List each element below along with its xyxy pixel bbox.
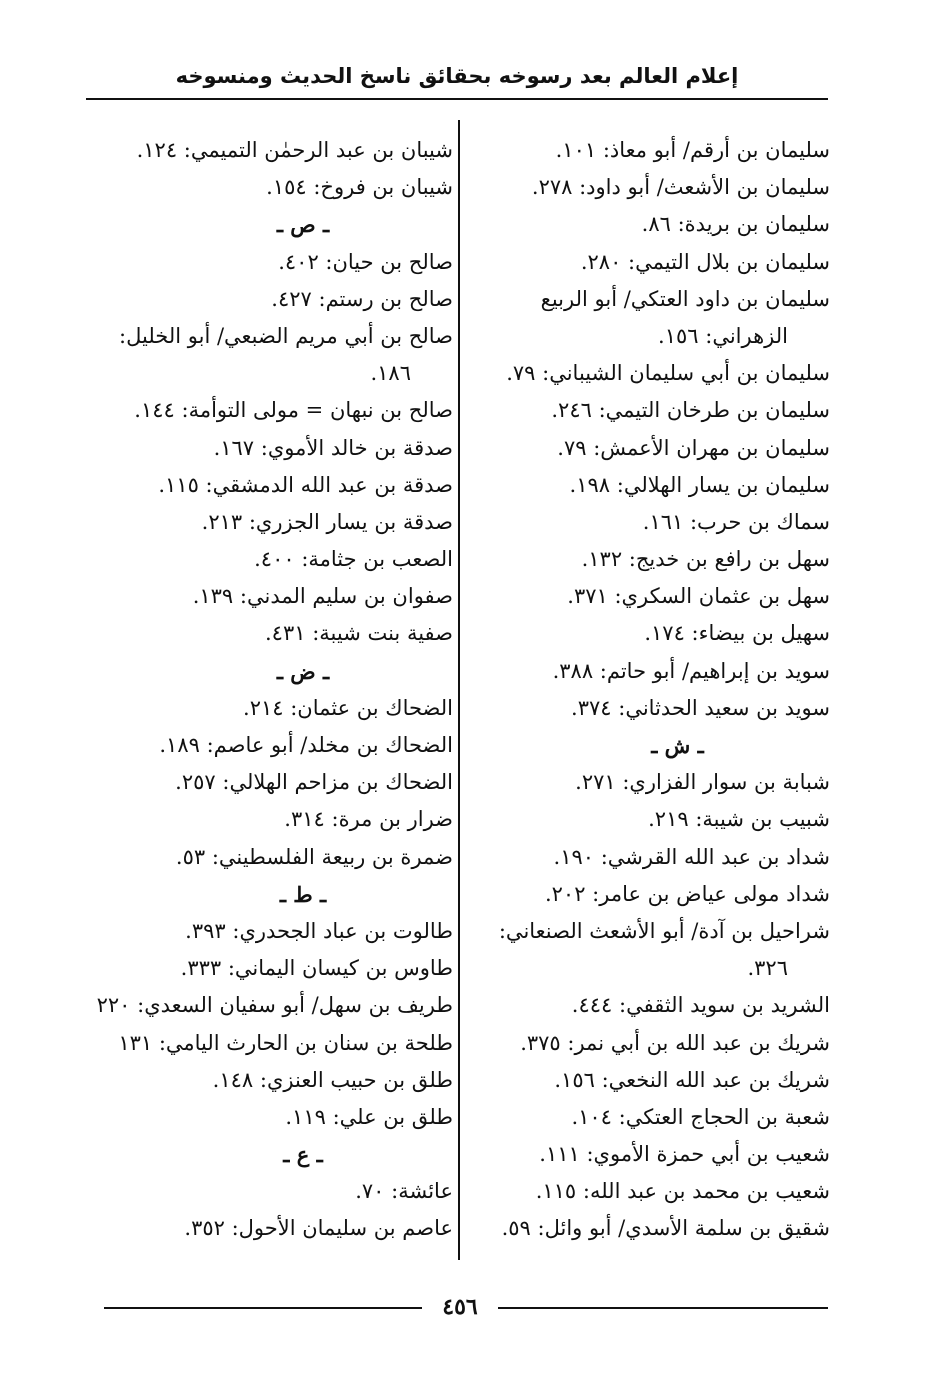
footer-rule-right <box>498 1307 828 1309</box>
index-entry: سهيل بن بيضاء: ١٧٤. <box>644 621 830 646</box>
index-entry: صدقة بن عبد الله الدمشقي: ١١٥. <box>158 472 453 497</box>
index-entry: صالح بن نبهان = مولى التوأمة: ١٤٤. <box>134 398 453 423</box>
index-entry: صدقة بن خالد الأموي: ١٦٧. <box>213 435 453 460</box>
index-entry: شداد بن عبد الله القرشي: ١٩٠. <box>553 844 830 869</box>
index-column-left <box>93 132 453 1248</box>
index-entry: سويد بن سعيد الحدثاني: ٣٧٤. <box>571 695 830 720</box>
index-entry: ضرار بن مرة: ٣١٤. <box>284 807 453 832</box>
index-entry: شعيب بن أبي حمزة الأموي: ١١١. <box>539 1142 830 1167</box>
index-column-right <box>465 132 830 1248</box>
index-entry: صفوان بن سليم المدني: ١٣٩. <box>192 584 453 609</box>
index-entry: سليمان بن طرخان التيمي: ٢٤٦. <box>551 398 830 423</box>
index-entry: طلق بن حبيب العنزي: ١٤٨. <box>212 1067 453 1092</box>
index-entry: صالح بن أبي مريم الضبعي/ أبو الخليل: <box>119 323 453 348</box>
index-entry: طلق بن علي: ١١٩. <box>285 1104 453 1129</box>
index-entry: شعبة بن الحجاج العتكي: ١٠٤. <box>571 1104 830 1129</box>
index-entry-continuation: ١٨٦. <box>370 361 411 386</box>
letter-heading: ـ ط ـ <box>279 881 327 907</box>
index-entry: شبيب بن شيبة: ٢١٩. <box>648 807 830 832</box>
index-entry: الصعب بن جثامة: ٤٠٠. <box>254 547 453 572</box>
index-entry: الضحاك بن مزاحم الهلالي: ٢٥٧. <box>175 770 453 795</box>
index-entry: طلحة بن سنان بن الحارث اليامي: ١٣١ <box>118 1030 453 1055</box>
letter-heading: ـ ض ـ <box>276 658 330 684</box>
index-entry: سليمان بن يسار الهلالي: ١٩٨. <box>569 472 830 497</box>
index-entry: طريف بن سهل/ أبو سفيان السعدي: ٢٢٠ <box>96 993 453 1018</box>
page-number: ٤٥٦ <box>442 1294 478 1320</box>
index-entry: شريك بن عبد الله النخعي: ١٥٦. <box>554 1067 830 1092</box>
index-entry: طالوت بن عباد الجحدري: ٣٩٣. <box>185 918 453 943</box>
index-entry: عائشة: ٧٠. <box>355 1179 453 1204</box>
index-entry: صفية بنت شيبة: ٤٣١. <box>264 621 453 646</box>
index-entry-continuation: الزهراني: ١٥٦. <box>658 323 788 348</box>
index-entry: شبابة بن سوار الفزاري: ٢٧١. <box>575 770 830 795</box>
page-footer <box>0 1292 940 1322</box>
index-entry: طاوس بن كيسان اليماني: ٣٣٣. <box>180 956 453 981</box>
index-entry: صدقة بن يسار الجزري: ٢١٣. <box>201 509 453 534</box>
index-entry: صالح بن رستم: ٤٢٧. <box>271 286 453 311</box>
index-entry: الضحاك بن مخلد/ أبو عاصم: ١٨٩. <box>159 733 453 757</box>
index-entry: سليمان بن داود العتكي/ أبو الربيع <box>540 286 830 311</box>
index-entry: سليمان بن مهران الأعمش: ٧٩. <box>557 435 830 460</box>
index-entry: شقيق بن سلمة الأسدي/ أبو وائل: ٥٩. <box>501 1216 830 1241</box>
index-entry: شراحيل بن آدة/ أبو الأشعث الصنعاني: <box>498 918 830 943</box>
index-entry: سهل بن عثمان السكري: ٣٧١. <box>567 584 830 609</box>
letter-heading: ـ ع ـ <box>283 1142 323 1168</box>
header-rule <box>86 98 828 100</box>
index-entry: الشريد بن سويد الثقفي: ٤٤٤. <box>571 993 830 1018</box>
index-entry: شداد مولى عياض بن عامر: ٢٠٢. <box>544 881 830 906</box>
index-entry: سليمان بن بريدة: ٨٦. <box>641 212 830 237</box>
index-entry: شعيب بن محمد بن عبد الله: ١١٥. <box>535 1179 830 1204</box>
index-entry: سليمان بن أرقم/ أبو معاذ: ١٠١. <box>555 138 830 162</box>
index-entry: شيبان بن فروخ: ١٥٤. <box>266 175 453 200</box>
index-entry: عاصم بن سليمان الأحول: ٣٥٢. <box>184 1216 453 1241</box>
index-entry-continuation: ٣٢٦. <box>747 956 788 981</box>
index-entry: صالح بن حيان: ٤٠٢. <box>278 249 453 274</box>
index-entry: سليمان بن الأشعث/ أبو داود: ٢٧٨. <box>531 175 830 200</box>
index-entry: ضمرة بن ربيعة الفلسطيني: ٥٣. <box>175 844 453 869</box>
running-header: إعلام العالم بعد رسوخه بحقائق ناسخ الحديث ومنسوخه <box>175 64 739 88</box>
index-entry: سماك بن حرب: ١٦١. <box>642 509 830 534</box>
index-entry: سهل بن رافع بن خديج: ١٣٢. <box>581 547 830 572</box>
index-entry: سليمان بن بلال التيمي: ٢٨٠. <box>580 249 830 274</box>
index-entry: سويد بن إبراهيم/ أبو حاتم: ٣٨٨. <box>552 658 830 683</box>
footer-rule-left <box>104 1307 422 1309</box>
column-divider <box>458 120 460 1260</box>
letter-heading: ـ ش ـ <box>651 733 704 758</box>
index-entry: سليمان بن أبي سليمان الشيباني: ٧٩. <box>506 361 830 386</box>
index-entry: شيبان بن عبد الرحمٰن التميمي: ١٢٤. <box>136 138 453 162</box>
index-entry: شريك بن عبد الله بن أبي نمر: ٣٧٥. <box>520 1030 830 1055</box>
index-entry: الضحاك بن عثمان: ٢١٤. <box>243 695 453 720</box>
letter-heading: ـ ص ـ <box>276 212 330 238</box>
